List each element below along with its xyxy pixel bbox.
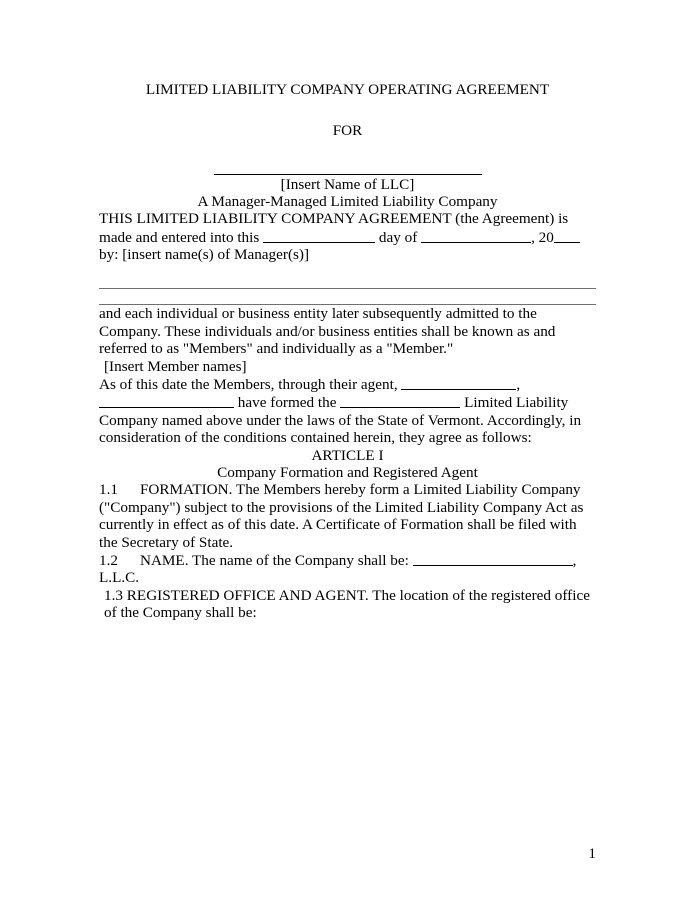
clause-1-2-number: 1.2 xyxy=(99,551,118,569)
clause-1-2-title: NAME. xyxy=(139,551,189,569)
company-name-fill-blank xyxy=(413,551,573,566)
month-blank xyxy=(421,228,531,243)
llc-name-rule xyxy=(214,164,482,175)
formation-part-2: , xyxy=(516,375,521,393)
document-for-label: FOR xyxy=(332,121,363,139)
preamble-line-3: name(s) of Manager(s)] xyxy=(164,245,310,263)
members-definition-paragraph: and each individual or business entity later subsequently admitted to the Company. These individuals and/or business entities shall be known as and referred to as "Members" and individually as a "Member." xyxy=(99,305,556,358)
agent-name-blank xyxy=(401,375,516,390)
formation-agent-paragraph xyxy=(99,375,596,447)
clause-1-2-continuation: L.L.C. xyxy=(99,569,140,587)
clause-1-3 xyxy=(99,587,596,622)
formation-part-4: Limited Liability xyxy=(464,394,569,412)
clause-1-1-number: 1.1 xyxy=(99,481,118,499)
llc-name-block xyxy=(99,164,596,210)
preamble-paragraph xyxy=(99,210,596,263)
clause-1-3-text: The location of the registered office of the Company shall be: xyxy=(104,586,590,622)
article-one-subheading: Company Formation and Registered Agent xyxy=(217,463,478,481)
article-one-heading: ARTICLE I xyxy=(311,446,384,464)
formed-by-blank xyxy=(99,393,234,408)
page-number: 1 xyxy=(588,845,596,862)
preamble-line-1: THIS LIMITED LIABILITY COMPANY AGREEMENT (the Agreement) is made and xyxy=(99,210,569,246)
llc-name-placeholder: [Insert Name of LLC] xyxy=(280,176,415,194)
clause-1-2-text-before-blank: The name of the Company shall be: xyxy=(192,551,409,569)
clause-1-1-title: FORMATION. xyxy=(139,481,233,499)
year-blank xyxy=(554,228,580,243)
date-blank xyxy=(263,228,375,243)
clause-1-1-text: The Members hereby form a Limited Liability Company ("Company") subject to the provisions of the Limited Liability Company Act as currently in effect as of this date. A Certificate of Formation shall be filed with the Secretary of State. xyxy=(99,481,584,551)
clause-1-3-title: REGISTERED OFFICE AND AGENT. xyxy=(126,586,369,604)
preamble-year-prefix: , 20 xyxy=(531,228,554,246)
clause-1-2-text-after-blank: , xyxy=(572,551,577,569)
company-name-blank xyxy=(340,393,460,408)
formation-part-1: As of this date the Members, through their agent, xyxy=(99,375,398,393)
blank-rule-line xyxy=(99,273,596,289)
preamble-line-2-before-date: entered into this xyxy=(161,228,260,246)
llc-subtitle: A Manager-Managed Limited Liability Company xyxy=(197,193,498,211)
preamble-by-label: by: [insert xyxy=(99,245,162,263)
clause-1-1 xyxy=(99,481,596,551)
clause-1-2 xyxy=(99,551,596,587)
clause-1-3-number: 1.3 xyxy=(104,586,123,604)
page-title: LIMITED LIABILITY COMPANY OPERATING AGREEMENT xyxy=(145,81,550,98)
blank-rule-line xyxy=(99,289,596,305)
manager-names-blank-lines xyxy=(99,273,596,305)
document-content xyxy=(99,0,596,862)
preamble-day-of-label: day of xyxy=(378,228,418,246)
formation-part-3: have formed the xyxy=(237,394,337,412)
member-names-placeholder: [Insert Member names] xyxy=(104,357,247,375)
formation-part-5: Company named above under the laws of the State of Vermont. Accordingly, in consideration of the conditions contained herein, they agree as follows: xyxy=(99,411,582,447)
